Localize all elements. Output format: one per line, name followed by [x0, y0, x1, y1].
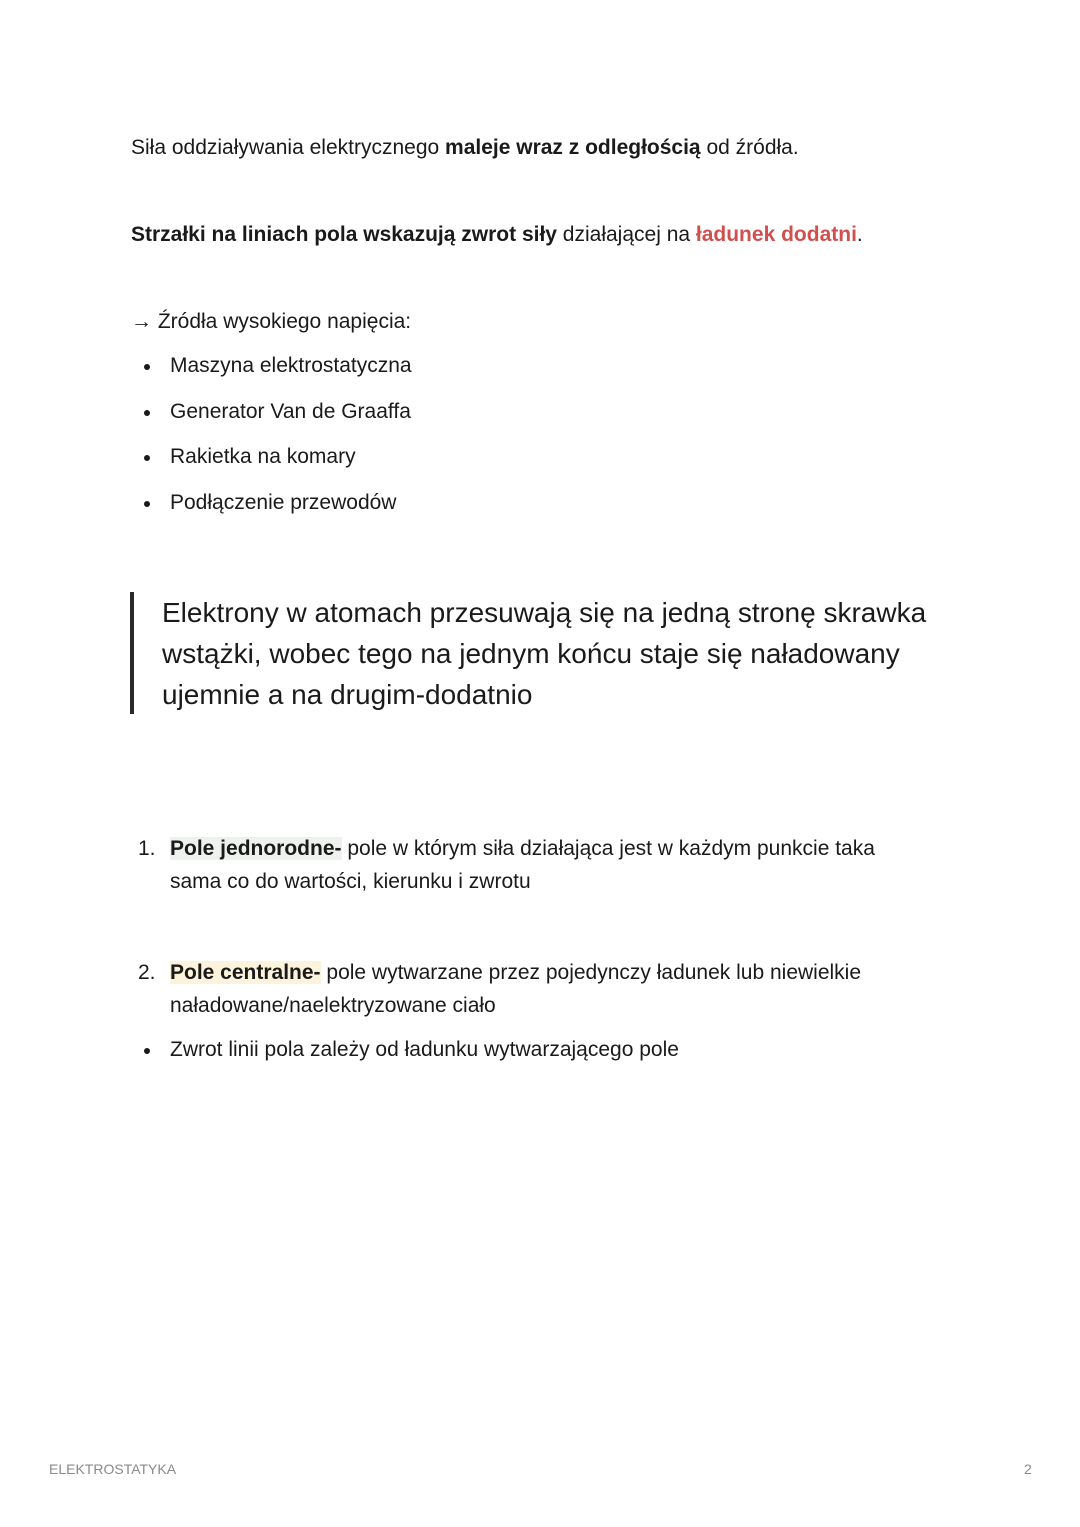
- list-number: 2.: [138, 961, 156, 984]
- bullet-icon: [144, 455, 150, 461]
- text: Źródła wysokiego napięcia:: [152, 310, 412, 333]
- arrow-right-icon: →: [131, 310, 152, 333]
- text: Siła oddziaływania elektrycznego: [131, 136, 446, 159]
- quote-line: ujemnie a na drugim-dodatnio: [162, 679, 533, 710]
- list-item: [131, 443, 412, 489]
- definition-text: pole wytwarzane przez pojedynczy ładunek lub niewielkie: [320, 961, 862, 984]
- bold-text: maleje wraz z odległością: [445, 136, 701, 159]
- bullet-icon: [144, 364, 150, 370]
- bullet-icon: [144, 501, 150, 507]
- definition-text: naładowane/naelektryzowane ciało: [170, 994, 496, 1017]
- list-item: [131, 1036, 679, 1082]
- list-item-text: Podłączenie przewodów: [170, 490, 397, 514]
- list-item: [131, 352, 412, 398]
- page-number: 2: [1024, 1461, 1032, 1477]
- bullet-icon: [144, 1048, 150, 1054]
- term-highlight: Pole jednorodne-: [170, 837, 342, 860]
- list-item: [131, 398, 412, 444]
- text: działającej na: [556, 223, 696, 246]
- list-number: 1.: [138, 837, 156, 860]
- list-item-text: Generator Van de Graaffa: [170, 399, 411, 423]
- list-item-text: Zwrot linii pola zależy od ładunku wytwarzającego pole: [170, 1038, 679, 1061]
- text: od źródła.: [700, 136, 799, 159]
- definition-text: pole w którym siła działająca jest w każdym punkcie taka: [341, 837, 875, 860]
- paragraph-field-arrows: [131, 221, 863, 249]
- blockquote: [130, 592, 960, 714]
- footer-title: ELEKTROSTATYKA: [49, 1461, 177, 1477]
- quote-line: Elektrony w atomach przesuwają się na jedną stronę skrawka: [162, 597, 927, 628]
- quote-line: wstążki, wobec tego na jednym końcu staje się naładowany: [162, 638, 900, 669]
- bullet-icon: [144, 410, 150, 416]
- paragraph-force-decreases: [131, 134, 799, 162]
- text: .: [856, 223, 863, 246]
- list-item-text: Maszyna elektrostatyczna: [170, 354, 412, 377]
- list-item-text: Rakietka na komary: [170, 445, 356, 468]
- bold-text: Strzałki na liniach pola wskazują zwrot siły: [131, 223, 557, 246]
- high-voltage-sources-list: [131, 352, 412, 534]
- numbered-item-uniform-field: [131, 832, 951, 898]
- numbered-item-central-field: [131, 956, 951, 1022]
- field-direction-list: [131, 1036, 679, 1082]
- red-highlight-text: ładunek dodatni: [695, 223, 857, 246]
- definition-text: sama co do wartości, kierunku i zwrotu: [170, 870, 531, 893]
- list-item: [131, 489, 412, 535]
- term-highlight: Pole centralne-: [170, 961, 321, 984]
- paragraph-high-voltage-heading: [131, 308, 411, 336]
